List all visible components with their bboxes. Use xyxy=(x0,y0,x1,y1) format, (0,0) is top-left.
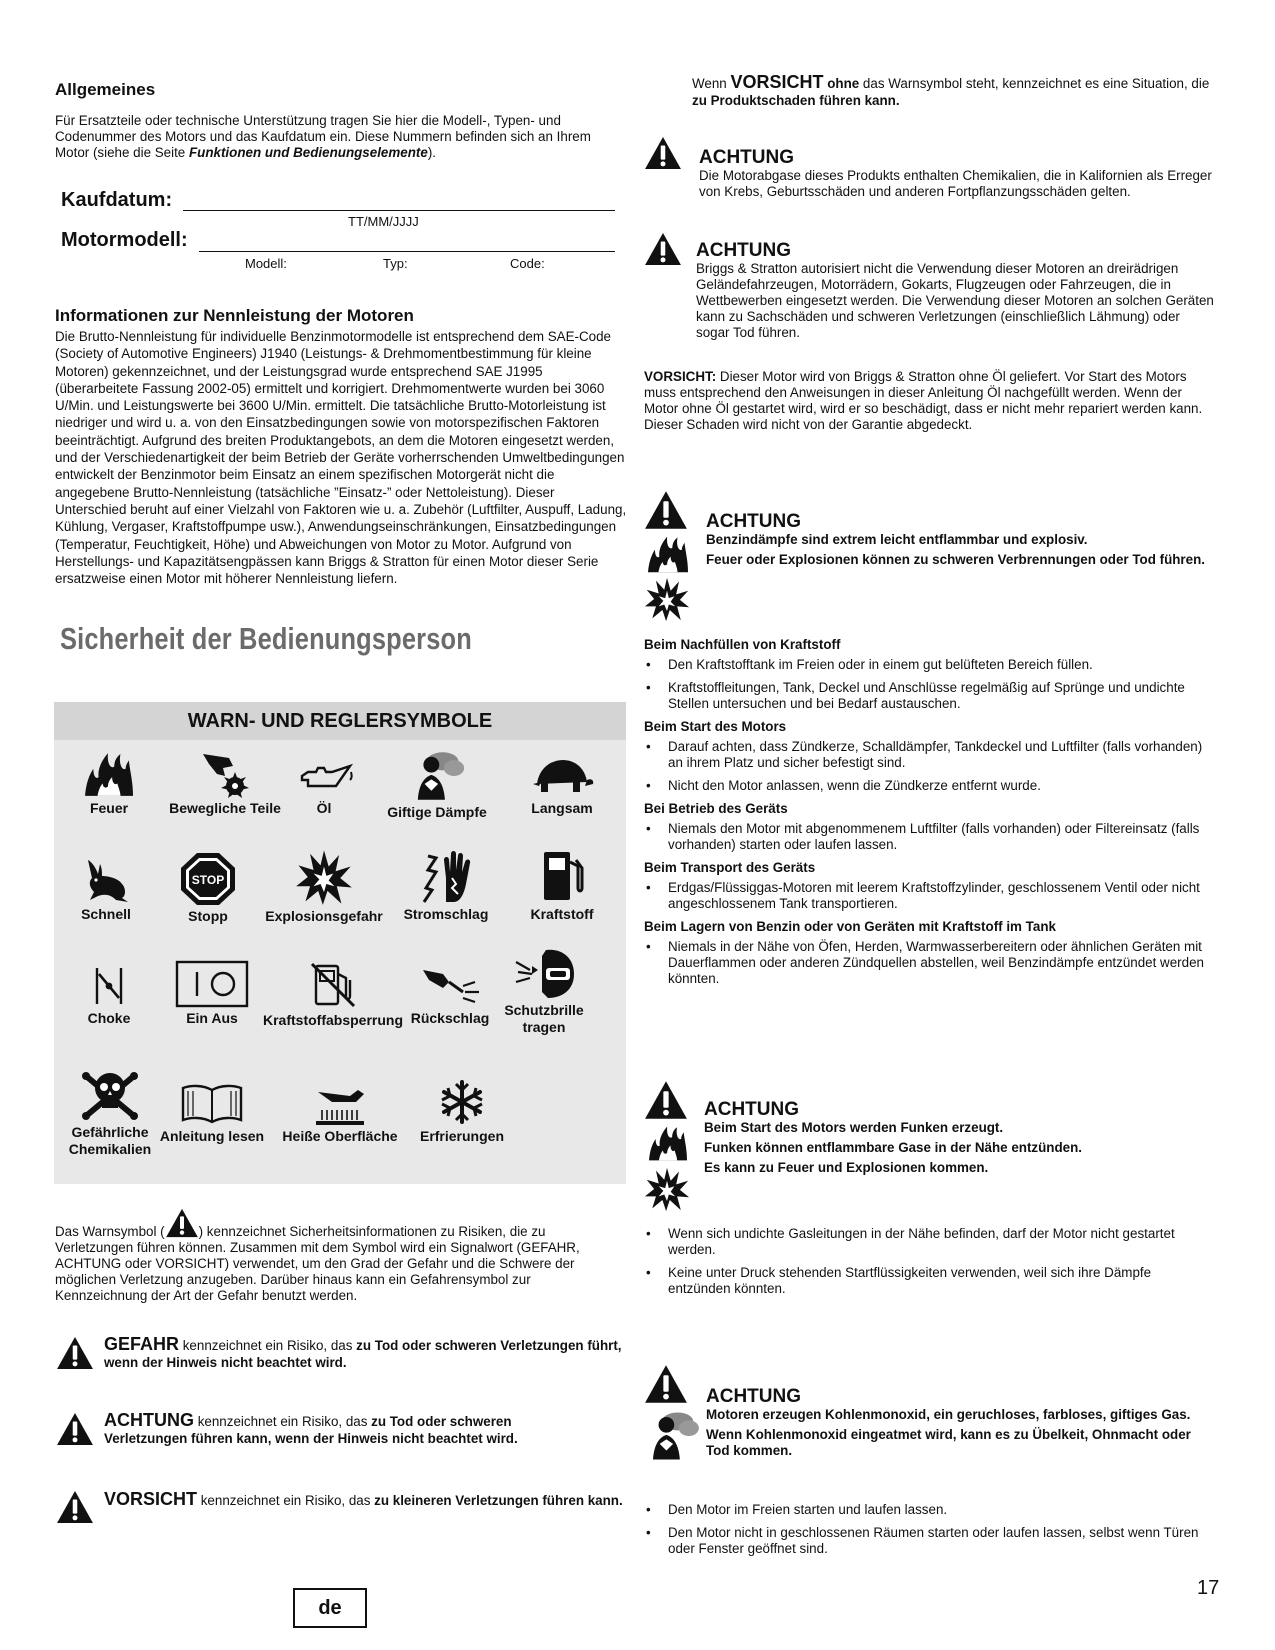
fuel-instructions: Beim Nachfüllen von Kraftstoff • Den Kraftstofftank im Freien oder in einem gut belüfteten Bereich füllen. • Kraftstoffleitungen, Tank, Deckel und Anschlüsse regelmäßig auf Sprünge und undichte Stellen untersuchen und bei Bedarf austauschen. Beim Start des Motors • Darauf achten, dass Zündkerze, Schalldämpfer, Tankdeckel und Luftfilter (falls vorhanden) an ihrem Platz und sicher befestigt sind. • Nicht den Motor anlassen, wenn die Zündkerze entfernt wurde. Bei Betrieb des Geräts • Niemals den Motor mit abgenommenem Luftfilter (falls vorhanden) oder Filtereinsatz (falls vorhanden) starten oder laufen lassen. Beim Transport des Geräts • Erdgas/Flüssiggas-Motoren mit leerem Kraftstoffzylinder, geschlossenem Ventil oder nicht angeschlossenem Tank transportieren. Beim Lagern von Benzin oder von Geräten mit Kraftstoff im Tank • Niemals in der Nähe von Öfen, Herden, Warmwasserbereitern oder ähnlichen Geräten mit Dauerflammen oder anderen Zündquellen abstellen, weil Benzindämpfe entzündet werden könnten. xyxy=(644,637,1214,994)
list-item: • Kraftstoffleitungen, Tank, Deckel und Anschlüsse regelmäßig auf Sprünge und undichte Stellen untersuchen und bei Bedarf austauschen. xyxy=(644,680,1214,712)
purchase-date-line xyxy=(183,210,615,211)
notice-definition: Wenn VORSICHT ohne das Warnsymbol steht, kennzeichnet es eine Situation, die zu Produktschaden führen kann. xyxy=(692,72,1210,108)
spark-explosion-icon xyxy=(644,1166,690,1212)
symbol-fuel: Kraftstoff xyxy=(502,848,622,923)
symbol-fire: Feuer xyxy=(49,750,169,817)
purchase-date-hint: TT/MM/JJJJ xyxy=(348,214,419,229)
rabbit-icon xyxy=(78,854,134,904)
symbol-chemicals: Gefährliche Chemikalien xyxy=(46,1066,174,1158)
engine-model-line xyxy=(199,251,615,252)
language-code: de xyxy=(293,1588,367,1628)
co-warning: ACHTUNG Motoren erzeugen Kohlenmonoxid, ein geruchloses, farbloses, giftiges Gas. Wenn Kohlenmonoxid eingeatmet wird, kann es zu Übelkeit, Ohnmacht oder Tod kommen. xyxy=(706,1386,1191,1458)
danger-definition: GEFAHR kennzeichnet ein Risiko, das zu Tod oder schweren Verletzungen führt, wenn der Hinweis nicht beachtet wird. xyxy=(104,1334,622,1370)
symbol-goggles: Schutzbrille tragen xyxy=(484,948,604,1036)
list-item: • Niemals in der Nähe von Öfen, Herden, Warmwasserbereitern oder ähnlichen Geräten mit Dauerflammen oder anderen Zündquellen abstellen, weil Benzindämpfe entzündet werden könnten. xyxy=(644,939,1214,987)
fire-icon xyxy=(77,750,141,798)
spark-instructions xyxy=(644,1226,1214,1304)
symbols-panel xyxy=(54,702,626,1184)
symbols-panel-title: WARN- UND REGLERSYMBOLE xyxy=(54,702,626,740)
symbol-stop: STOP Stopp xyxy=(148,852,268,925)
turtle-icon xyxy=(529,750,595,798)
engine-hint-code: Code: xyxy=(510,256,545,271)
spark-warning-triangle-icon xyxy=(644,1080,688,1120)
engine-hint-model: Modell: xyxy=(245,256,287,271)
open-book-icon xyxy=(179,1082,245,1126)
symbol-fast: Schnell xyxy=(46,854,166,923)
spark-fire-icon xyxy=(644,1124,692,1162)
general-heading: Allgemeines xyxy=(55,80,156,99)
kickback-icon xyxy=(419,960,481,1008)
fuel-warning-triangle-icon xyxy=(644,490,688,530)
safety-title: Sicherheit der Bedienungsperson xyxy=(60,621,472,656)
list-item: • Den Kraftstofftank im Freien oder in einem gut belüfteten Bereich füllen. xyxy=(644,657,1214,673)
oil-can-icon xyxy=(294,750,354,798)
fuel-fire-icon xyxy=(644,534,692,574)
vehicle-use-warning: ACHTUNG Briggs & Stratton autorisiert nicht die Verwendung dieser Motoren an dreirädrigen Geländefahrzeugen, Motorrädern, Gokarts, Flugzeugen oder Fahrzeugen, die in Wettbewerben eingesetzt werden. Die Verwendung dieser Motoren an solchen Geräten kann zu Sachschäden und schweren Verletzungen (einschließlich Lähmung) oder sogar Tod führen. xyxy=(696,240,1214,340)
stop-sign-icon xyxy=(179,852,237,906)
oil-notice: VORSICHT: Dieser Motor wird von Briggs & Stratton ohne Öl geliefert. Vor Start des Motors muss entsprechend den Anweisungen in dieser Anleitung Öl nachgefüllt werden. Wenn der Motor ohne Öl gestartet wird, wird er so beschädigt, dass er nicht mehr repariert werden kann. Dieser Schaden wird nicht von der Garantie abgedeckt. xyxy=(644,369,1203,432)
warning-triangle-icon xyxy=(165,1208,199,1238)
co-warning-triangle-icon xyxy=(644,1364,688,1404)
co-instructions xyxy=(644,1502,1214,1564)
general-intro: Für Ersatzteile oder technische Unterstützung tragen Sie hier die Modell-, Typen- und Codenummer des Motors und das Kaufdatum ein. Diese Nummern befinden sich an Ihrem Motor (siehe die Seite Funktionen und Bedienungselemente). xyxy=(55,113,591,160)
symbol-electric-shock: Stromschlag xyxy=(384,848,508,923)
toxic-fumes-icon xyxy=(407,750,467,802)
fuel-explosion-icon xyxy=(644,576,690,622)
choke-icon xyxy=(89,964,129,1008)
symbol-choke: Choke xyxy=(49,964,169,1027)
symbol-explosion: Explosionsgefahr xyxy=(254,848,394,925)
fuel-pump-icon xyxy=(538,848,586,904)
danger-warning-icon xyxy=(56,1336,94,1370)
symbol-kickback: Rückschlag xyxy=(390,960,510,1027)
co-fumes-icon xyxy=(644,1410,700,1462)
stop-text: STOP xyxy=(191,873,225,887)
symbol-toxic-fumes: Giftige Dämpfe xyxy=(372,750,502,821)
list-item: • Den Motor im Freien starten und laufen lassen. xyxy=(644,1502,1214,1518)
symbol-frostbite: Erfrierungen xyxy=(400,1078,524,1145)
list-item: • Wenn sich undichte Gasleitungen in der Nähe befinden, darf der Motor nicht gestartet werden. xyxy=(644,1226,1214,1258)
rating-heading: Informationen zur Nennleistung der Motoren xyxy=(55,306,414,325)
caution-definition: VORSICHT kennzeichnet ein Risiko, das zu kleineren Verletzungen führen kann. xyxy=(104,1489,623,1509)
list-item: • Keine unter Druck stehenden Startflüssigkeiten verwenden, weil sich ihre Dämpfe entzünden könnten. xyxy=(644,1265,1214,1297)
symbol-oil: Öl xyxy=(264,750,384,817)
warning-definition: ACHTUNG kennzeichnet ein Risiko, das zu Tod oder schweren Verletzungen führen kann, wenn der Hinweis nicht beachtet wird. xyxy=(104,1410,518,1446)
rating-body: Die Brutto-Nennleistung für individuelle Benzinmotormodelle ist entsprechend dem SAE-Code (Society of Automotive Engineers) J1940 (Leistungs- & Drehmomentbestimmung für kleine Motoren) gekennzeichnet, und der Leistungsgrad wurde entsprechend SAE J1995 (überarbeitete Fassung 2002-05) ermittelt und korrigiert. Drehmomentwerte wurden bei 3060 U/Min. und Leistungswerte bei 3600 U/Min. ermittelt. Die tatsächliche Brutto-Motorleistung ist niedriger und wird u. a. von den Einsatzbedingungen sowie von motorspezifischen Faktoren beeinträchtigt. Aufgrund des breiten Produktangebots, an dem die Motoren eingesetzt werden, und der Verschiedenartigkeit der beim Betrieb der Geräte vorherrschenden Umweltbedingungen entwickelt der Benzinmotor beim Einsatz an einem spezifischen Motorgerät nicht die angegebene Brutto-Nennleistung (tatsächliche ”Einsatz-” oder Nettoleistung). Dieser Unterschied beruht auf einer Vielzahl von Faktoren wie u. a. Zubehör (Luftfilter, Auspuff, Ladung, Kühlung, Vergaser, Kraftstoffpumpe usw.), Anwendungseinschränkungen, Einsatzbedingungen (Temperatur, Feuchtigkeit, Höhe) und Abweichungen von Motor zu Motor. Aufgrund von Herstellungs- und Kapazitätsengpässen kann Briggs & Stratton für einen Motor dieser Serie ersatzweise einen Motor mit höherer Nennleistung liefern. xyxy=(55,329,627,587)
list-item: • Darauf achten, dass Zündkerze, Schalldämpfer, Tankdeckel und Luftfilter (falls vorhanden) an ihrem Platz und sicher befestigt sind. xyxy=(644,739,1214,771)
spark-warning: ACHTUNG Beim Start des Motors werden Funken erzeugt. Funken können entflammbare Gase in der Nähe entzünden. Es kann zu Feuer und Explosionen kommen. xyxy=(704,1099,1082,1175)
fuel-shutoff-icon xyxy=(308,960,358,1010)
page-number: 17 xyxy=(1197,1577,1220,1599)
symbol-read-manual: Anleitung lesen xyxy=(150,1082,274,1145)
prop65-warning-icon xyxy=(644,136,682,170)
safety-goggles-icon xyxy=(512,948,576,1000)
warning-symbol-intro: Das Warnsymbol ( ) kennzeichnet Sicherheitsinformationen zu Risiken, die zu Verletzungen führen können. Zusammen mit dem Symbol wird ein Signalwort (GEFAHR, ACHTUNG oder VORSICHT) verwendet, um den Grad der Gefahr und die Schwere der möglichen Verletzung anzugeben. Darüber hinaus kann ein Gefahrensymbol zur Kennzeichnung der Art der Gefahr benutzt werden. xyxy=(55,1222,615,1304)
warning-icon xyxy=(56,1412,94,1446)
symbol-fuel-shutoff: Kraftstoffabsperrung xyxy=(258,960,408,1029)
symbol-on-off: Ein Aus xyxy=(152,960,272,1027)
engine-model-label: Motormodell: xyxy=(61,229,188,251)
general-section xyxy=(55,80,625,161)
list-item: • Den Motor nicht in geschlossenen Räumen starten oder laufen lassen, selbst wenn Türen oder Fenster geöffnet sind. xyxy=(644,1525,1214,1557)
hot-surface-icon xyxy=(310,1086,370,1126)
list-item: • Nicht den Motor anlassen, wenn die Zündkerze entfernt wurde. xyxy=(644,778,1214,794)
moving-parts-icon xyxy=(199,750,251,798)
prop65-warning: ACHTUNG Die Motorabgase dieses Produkts enthalten Chemikalien, die in Kalifornien als Erreger von Krebs, Geburtsschäden und anderen Fortpflanzungsschäden gelten. xyxy=(699,147,1212,199)
rating-section xyxy=(55,306,627,587)
vehicle-use-warning-icon xyxy=(644,232,682,266)
engine-hint-type: Typ: xyxy=(383,256,408,271)
on-off-icon xyxy=(175,960,249,1008)
list-item: • Erdgas/Flüssiggas-Motoren mit leerem Kraftstoffzylinder, geschlossenem Ventil oder nicht angeschlossenem Tank transportieren. xyxy=(644,880,1214,912)
explosion-icon xyxy=(295,848,353,906)
symbol-slow: Langsam xyxy=(502,750,622,817)
symbol-hot-surface: Heiße Oberfläche xyxy=(272,1086,408,1145)
caution-icon xyxy=(56,1490,94,1524)
symbol-moving-parts: Bewegliche Teile xyxy=(160,750,290,817)
fuel-warning: ACHTUNG Benzindämpfe sind extrem leicht entflammbar und explosiv. Feuer oder Explosionen können zu schweren Verbrennungen oder Tod führen. xyxy=(706,511,1205,567)
snowflake-icon xyxy=(438,1078,486,1126)
list-item: • Niemals den Motor mit abgenommenem Luftfilter (falls vorhanden) oder Filtereinsatz (falls vorhanden) starten oder laufen lassen. xyxy=(644,821,1214,853)
electric-shock-icon xyxy=(416,848,476,904)
skull-crossbones-icon xyxy=(80,1066,140,1122)
purchase-date-label: Kaufdatum: xyxy=(61,189,173,211)
